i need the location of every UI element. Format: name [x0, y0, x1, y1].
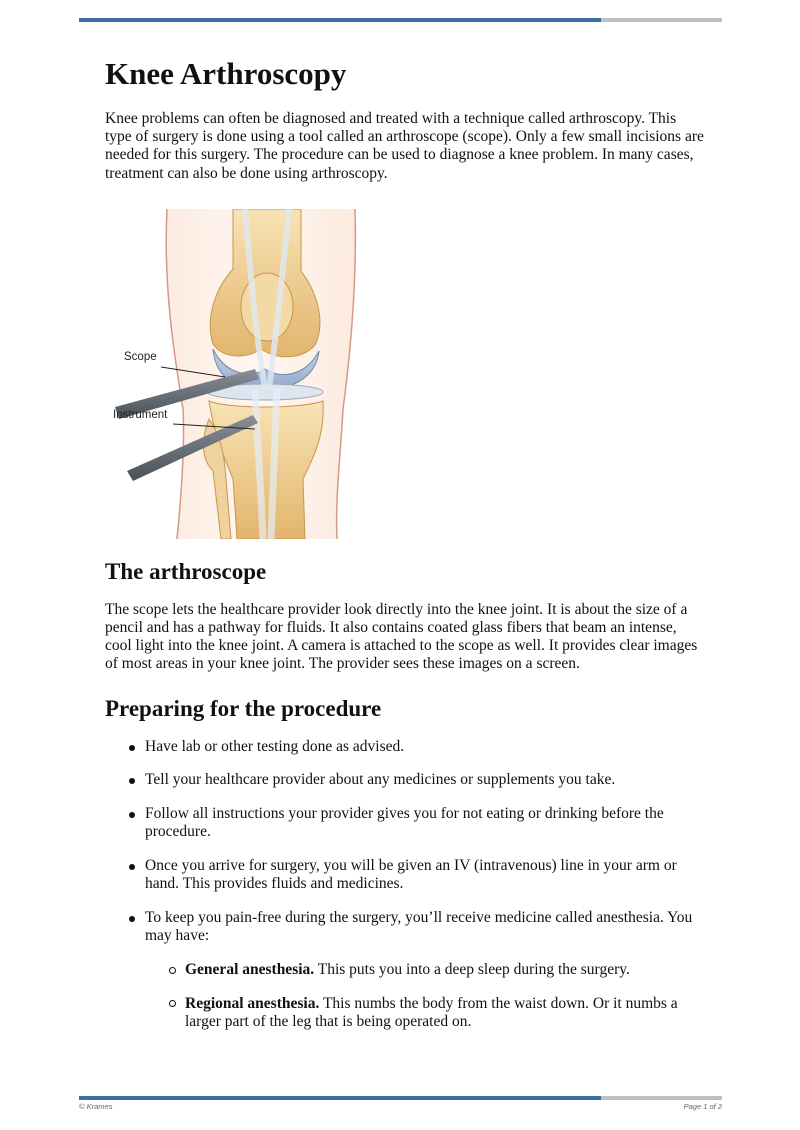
knee-anatomy-drawing	[105, 209, 375, 539]
bullet-icon	[129, 812, 135, 818]
intro-paragraph: Knee problems can often be diagnosed and treated with a technique called arthroscopy. This type of surgery is done using a tool called an arthroscope (scope). Only a few small incisions are needed for this surgery. The procedure can be used to diagnose a knee problem. In many cases, treatment can also be done using arthroscopy.	[105, 110, 704, 182]
arthroscope-paragraph: The scope lets the healthcare provider look directly into the knee joint. It is about the size of a pencil and has a pathway for fluids. It also contains coated glass fibers that beam an intense, cool light into the knee joint. A camera is attached to the scope as well. It provides clear images of most areas in your knee joint. The provider sees these images on a screen.	[105, 600, 698, 673]
list-item-text: To keep you pain-free during the surgery, you’ll receive medicine called anesthesia. You may have:	[145, 908, 693, 945]
page-title: Knee Arthroscopy	[105, 56, 347, 91]
document-body	[105, 52, 705, 1047]
header-rule-secondary	[601, 18, 722, 22]
bullet-icon	[129, 864, 135, 870]
list-item	[105, 909, 705, 1032]
footer-rule	[79, 1096, 722, 1100]
footer-copyright: © Krames	[79, 1102, 113, 1111]
bullet-icon	[129, 745, 135, 751]
list-item	[105, 805, 705, 841]
sublist-item	[145, 961, 705, 979]
list-item-text: Have lab or other testing done as advised.	[145, 737, 405, 755]
bullet-icon	[129, 916, 135, 922]
list-item-text: Tell your healthcare provider about any medicines or supplements you take.	[145, 771, 616, 789]
header-rule-accent	[79, 18, 601, 22]
sublist-term: General anesthesia.	[185, 961, 315, 979]
footer-rule-accent	[79, 1096, 601, 1100]
list-item-text: Once you arrive for surgery, you will be given an IV (intravenous) line in your arm or hand. This provides fluids and medicines.	[145, 856, 677, 893]
section-heading-preparing: Preparing for the procedure	[105, 695, 382, 721]
footer-rule-secondary	[601, 1096, 722, 1100]
figure-label-instrument: Instrument	[113, 408, 168, 421]
circle-bullet-icon	[169, 967, 176, 974]
knee-illustration	[105, 209, 375, 539]
anesthesia-sublist	[145, 961, 705, 1031]
list-item	[105, 738, 705, 756]
list-item-text: Follow all instructions your provider gives you for not eating or drinking before the procedure.	[145, 805, 664, 841]
header-rule	[79, 18, 722, 22]
circle-bullet-icon	[169, 1000, 176, 1007]
section-heading-arthroscope: The arthroscope	[105, 558, 267, 584]
bullet-icon	[129, 778, 135, 784]
list-item	[105, 771, 705, 789]
sublist-text: This numbs the body from the waist down. Or it numbs a larger part of the leg that is being operated on.	[185, 994, 678, 1031]
sublist-term: Regional anesthesia.	[185, 994, 320, 1012]
figure-label-scope: Scope	[124, 350, 157, 363]
preparation-list	[105, 738, 705, 1032]
sublist-text: This puts you into a deep sleep during the surgery.	[314, 961, 630, 979]
list-item	[105, 857, 705, 893]
footer-page-number: Page 1 of 2	[683, 1102, 722, 1111]
sublist-item	[145, 995, 705, 1031]
